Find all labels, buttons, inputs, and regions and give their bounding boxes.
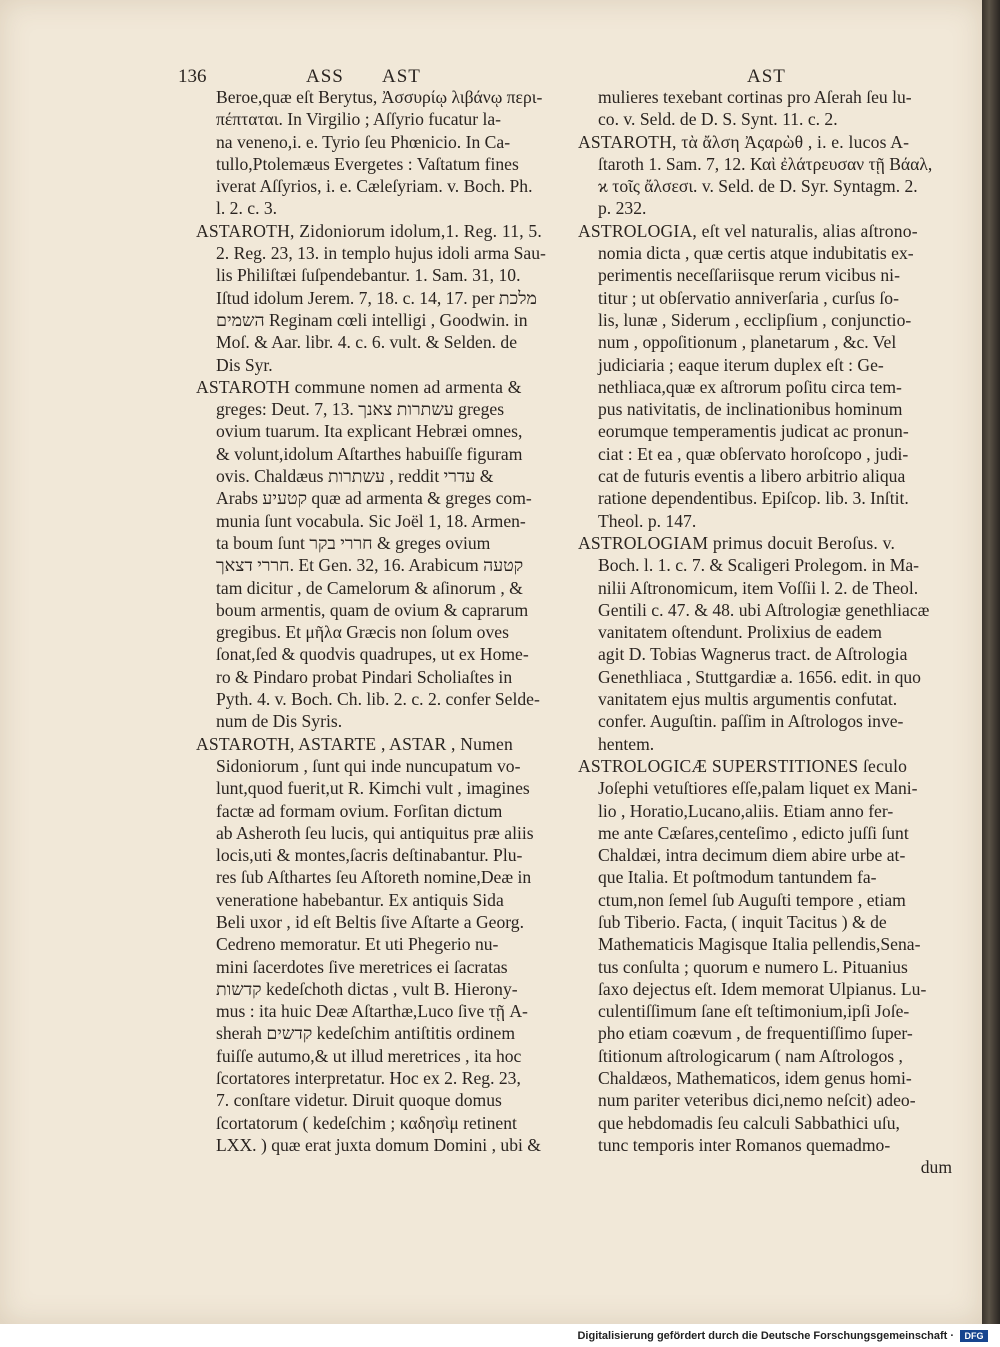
right-column-line: ſtaroth 1. Sam. 7, 12. Καὶ ἐλάτρευσαν τῇ Βάαλ, — [598, 153, 933, 174]
right-column-line: p. 232. — [598, 198, 647, 219]
left-column-line: ab Asheroth ſeu lucis, qui antiquitus præ aliis — [216, 822, 534, 843]
right-column-line: Chaldæos, Mathematicos, idem genus homi- — [598, 1068, 912, 1089]
left-column-line: res ſub Aſthartes ſeu Aſtoreth nomine,Deæ in — [216, 867, 532, 888]
book-edge — [982, 0, 1000, 1324]
left-column-line: ovis. Chaldæus עשתרות , reddit עדרי & — [216, 466, 494, 487]
left-column-line: & volunt,idolum Aſtarthes habuiſſe figuram — [216, 443, 523, 464]
right-column-line: Gentili c. 47. & 48. ubi Aſtrologiæ genethliacæ — [598, 599, 930, 620]
left-column-line: mini ſacerdotes ſive meretrices ei ſacratas — [216, 956, 508, 977]
right-column-line: ratione dependentibus. Epiſcop. lib. 3. Inſtit. — [598, 488, 909, 509]
right-column-line: Chaldæi, intra decimum diem abire urbe at- — [598, 845, 906, 866]
right-column-line: cat de futuris eventis a libero arbitrio aliqua — [598, 466, 906, 487]
right-column-line: pho etiam coævum , de frequentiſſimo ſuper- — [598, 1023, 913, 1044]
right-column-line: Genethliaca , Stuttgardiæ a. 1656. edit. in quo — [598, 666, 921, 687]
left-column-line: l. 2. c. 3. — [216, 198, 278, 219]
left-column-line: na veneno,i. e. Tyrio ſeu Phœnicio. In Ca- — [216, 131, 511, 152]
left-column-line: ASTAROTH, Zidoniorum idolum,1. Reg. 11, 5. — [196, 220, 542, 241]
right-column-line: perimentis neceſſariisque rerum vicibus ni- — [598, 265, 900, 286]
right-column-line: Joſephi vetuſtiores eſſe,palam liquet ex Mani- — [598, 778, 918, 799]
dfg-logo: DFG — [960, 1330, 988, 1342]
left-column-line: Cedreno memoratur. Et uti Phegerio nu- — [216, 934, 499, 955]
right-column-line: ſaxo dejectus eſt. Idem memorat Ulpianus. Lu- — [598, 978, 927, 999]
left-column-line: Dis Syr. — [216, 354, 273, 375]
right-column-line: Theol. p. 147. — [598, 510, 697, 531]
guide-word-right: AST — [747, 66, 786, 87]
right-column-line: ciat : Et ea , quæ obſervato horoſcopo , judi- — [598, 443, 909, 464]
right-column-line: culentiſſimum ſane eſt teſtimonium,ipſi Joſe- — [598, 1001, 910, 1022]
right-column-line: co. v. Seld. de D. S. Synt. 11. c. 2. — [598, 109, 838, 130]
right-column-line: tus conſulta ; quorum e numero L. Pituanius — [598, 956, 908, 977]
left-column-line: LXX. ) quæ erat juxta domum Domini , ubi & — [216, 1134, 541, 1155]
right-column-line: Boch. l. 1. c. 7. & Scaligeri Prolegom. in Ma- — [598, 555, 920, 576]
right-column-line: ASTROLOGICÆ SUPERSTITIONES ſeculo — [578, 755, 908, 776]
left-column-line: Sidoniorum , ſunt qui inde nuncupatum vo- — [216, 755, 521, 776]
left-column-line: ASTAROTH commune nomen ad armenta & — [196, 376, 522, 397]
left-column-line: mus : ita huic Deæ Aſtarthæ,Luco ſive τῇ A- — [216, 1001, 528, 1022]
right-column-line: me ante Cæſares,centeſimo , edicto juſſi ſunt — [598, 822, 909, 843]
left-column-line: lunt,quod fuerit,ut R. Kimchi vult , imagines — [216, 778, 530, 799]
right-column-line: judiciaria ; eaque iterum duplex eſt : Ge- — [598, 354, 884, 375]
left-column-line: greges: Deut. 7, 13. עשתרות צאנך greges — [216, 399, 505, 420]
right-column-line: lis, lunæ , Siderum , ecclipſium , conjunctio- — [598, 309, 912, 330]
left-column — [196, 86, 560, 1156]
left-column-line: ro & Pindaro probat Pindari Scholiaſtes in — [216, 666, 513, 687]
right-column-line: ctum,non ſemel ſub Auguſti tempore , etiam — [598, 889, 906, 910]
right-column-line: lio , Horatio,Lucano,aliis. Etiam anno fer- — [598, 800, 894, 821]
left-column-line: locis,uti & montes,ſacris deſtinabantur. Plu- — [216, 845, 523, 866]
left-column-line: num de Dis Syris. — [216, 711, 343, 732]
left-column-line: tullo,Ptolemæus Evergetes : Vaſtatum fines — [216, 153, 519, 174]
digitization-credit: Digitalisierung gefördert durch die Deutsche Forschungsgemeinschaft · — [577, 1330, 954, 1342]
left-column-line: ſonat,ſed & quodvis quadrupes, ut ex Home- — [216, 644, 529, 665]
right-column-line: nomia dicta , quæ certis atque indubitatis ex- — [598, 243, 914, 264]
right-column-line: vanitatem oſtendunt. Prolixius de eadem — [598, 622, 882, 643]
right-column-line: mulieres texebant cortinas pro Aſerah ſeu lu- — [598, 87, 912, 107]
left-column-line: boum armentis, quam de ovium & caprarum — [216, 599, 529, 620]
right-column-line: ASTROLOGIA, eſt vel naturalis, alias aſtrono- — [578, 220, 918, 241]
guide-word-left-1: ASS — [306, 66, 344, 87]
left-column-line: munia ſunt vocabula. Sic Joël 1, 18. Armen- — [216, 510, 526, 531]
right-column — [578, 86, 952, 1179]
right-column-line: dum — [920, 1157, 952, 1178]
right-column-line: vanitatem ejus multis argumentis confutat. — [598, 689, 898, 710]
left-column-line: sherah קדשים kedeſchim antiſtitis ordinem — [216, 1023, 516, 1044]
left-column-line: Beli uxor , id eſt Beltis ſive Aſtarte a Georg. — [216, 911, 524, 932]
right-column-line: nilii Aſtronomicum, item Voſſii l. 2. de Theol. — [598, 577, 919, 598]
left-column-line: 2. Reg. 23, 13. in templo hujus idoli arma Sau- — [216, 243, 546, 264]
right-column-line: ASTAROTH, τὰ ἄλση Ἀςαρὼθ , i. e. lucos A- — [578, 131, 910, 152]
left-column-line: lis Philiſtæi ſuſpendebantur. 1. Sam. 31, 10. — [216, 265, 521, 286]
left-column-line: gregibus. Et μῆλα Græcis non ſolum oves — [216, 622, 509, 643]
right-column-line: num , oppoſitionum , planetarum , &c. Vel — [598, 332, 897, 353]
left-column-line: πέπταται. In Virgilio ; Aſſyrio fucatur la- — [216, 109, 502, 130]
right-column-line: ſtitionum aſtrologicarum ( nam Aſtrologos , — [598, 1045, 903, 1066]
guide-word-left-2: AST — [382, 66, 421, 87]
left-column-line: veneratione habebantur. Ex antiquis Sida — [216, 889, 504, 910]
right-column-line: agit D. Tobias Wagnerus tract. de Aſtrologia — [598, 644, 908, 665]
left-column-line: ſcortatores interpretatur. Hoc ex 2. Reg. 23, — [216, 1068, 521, 1089]
right-column-line: ſub Tiberio. Facta, ( inquit Tacitus ) & de — [598, 911, 887, 932]
left-column-line: קדשות kedeſchoth dictas , vult B. Hierony- — [216, 978, 518, 999]
right-column-line: eorumque temperamentis judicat ac pronun- — [598, 421, 909, 442]
left-column-line: ta boum ſunt חררי בקר & greges ovium — [216, 532, 491, 553]
left-column-line: ASTAROTH, ASTARTE , ASTAR , Numen — [196, 733, 514, 754]
right-column-line: confer. Auguſtin. paſſim in Aſtrologos inve- — [598, 711, 904, 732]
right-column-line: ASTROLOGIAM primus docuit Beroſus. v. — [578, 532, 896, 553]
right-column-line: num pariter veteribus dici,nemo neſcit) adeo- — [598, 1090, 916, 1111]
left-column-line: fuiſſe autumo,& ut illud meretrices , ita hoc — [216, 1045, 522, 1066]
left-column-line: ſcortatorum ( kedeſchim ; καδησὶμ retinent — [216, 1112, 517, 1133]
right-column-line: hentem. — [598, 733, 655, 754]
left-column-line: ovium tuarum. Ita explicant Hebræi omnes, — [216, 421, 523, 442]
right-column-line: Mathematicis Magisque Italia pellendis,Sena- — [598, 934, 921, 955]
left-column-line: Pyth. 4. v. Boch. Ch. lib. 2. c. 2. confer Selde- — [216, 689, 540, 710]
left-column-line: Beroe,quæ eſt Berytus, Ἀσσυρίῳ λιβάνῳ περι- — [216, 87, 543, 107]
left-column-line: Moſ. & Aar. libr. 4. c. 6. vult. & Selden. de — [216, 332, 518, 353]
right-column-line: que hebdomadis ſeu calculi Sabbathici uſu, — [598, 1112, 900, 1133]
left-column-line: 7. conſtare videtur. Diruit quoque domus — [216, 1090, 502, 1111]
right-column-line: pus nativitatis, de inclinationibus hominum — [598, 399, 903, 420]
left-column-line: השמים Reginam cœli intelligi , Goodwin. in — [216, 309, 528, 330]
right-column-line: nethliaca,quæ ex aſtrorum poſitu circa tem- — [598, 376, 902, 397]
page-number: 136 — [178, 66, 207, 87]
left-column-line: חררי דצאך. Et Gen. 32, 16. Arabicum קטעה — [216, 555, 524, 576]
right-column-line: ϰ τοῖς ἄλσεσι. v. Seld. de D. Syr. Syntagm. 2. — [598, 176, 918, 197]
right-column-line: tunc temporis inter Romanos quemadmo- — [598, 1134, 891, 1155]
left-column-line: tam dicitur , de Camelorum & aſinorum , & — [216, 577, 523, 598]
right-column-line: titur ; ut obſervatio anniverſaria , curſus ſo- — [598, 287, 899, 308]
left-column-line: Arabs קטעיע quæ ad armenta & greges com- — [216, 488, 532, 509]
left-column-line: factæ ad formam ovium. Forſitan dictum — [216, 800, 503, 821]
right-column-line: que Italia. Et poſtmodum tantundem fa- — [598, 867, 877, 888]
left-column-line: iverat Aſſyrios, i. e. Cæleſyriam. v. Boch. Ph. — [216, 176, 533, 197]
left-column-line: Iſtud idolum Jerem. 7, 18. c. 14, 17. per מלכת — [216, 287, 537, 308]
